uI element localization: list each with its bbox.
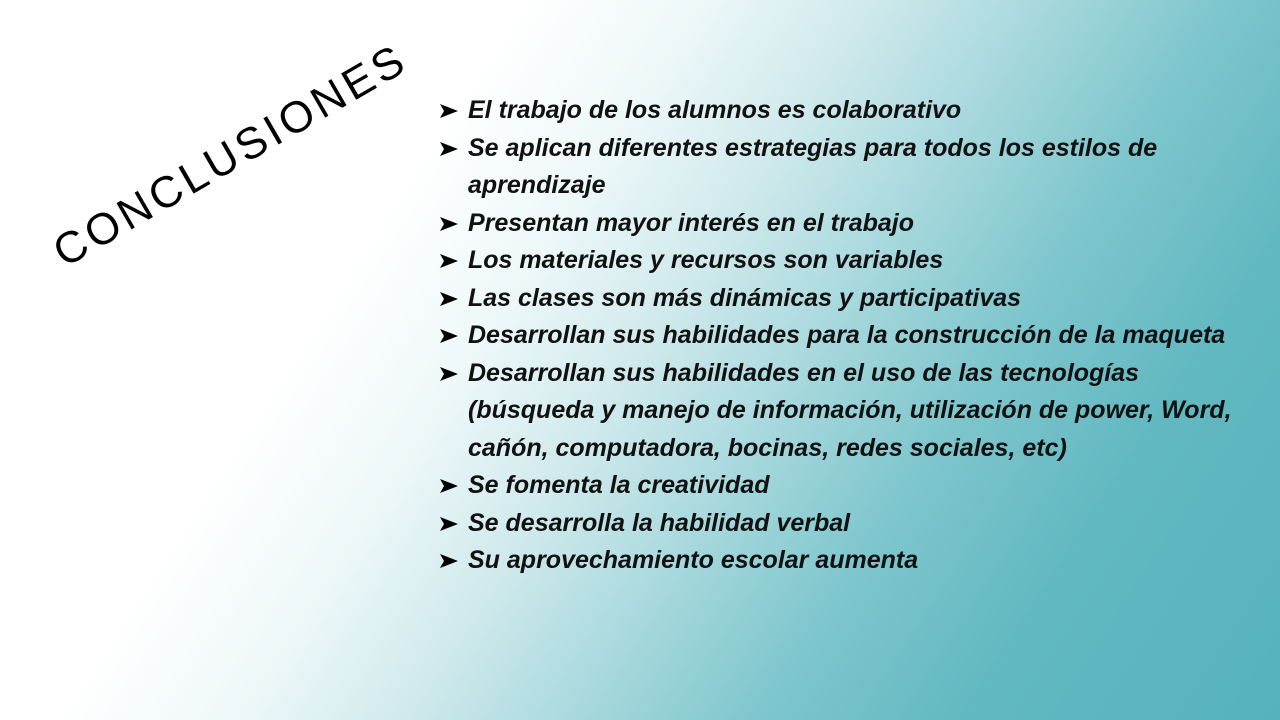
- bullet-item: [440, 242, 1260, 280]
- arrow-bullet-icon: [440, 254, 458, 268]
- bullet-item: [440, 317, 1260, 355]
- bullet-item: [440, 505, 1260, 543]
- bullet-list: [440, 92, 1260, 580]
- bullet-text: Su aprovechamiento escolar aumenta: [468, 546, 919, 574]
- arrow-bullet-icon: [440, 479, 458, 493]
- bullet-text: Los materiales y recursos son variables: [468, 246, 944, 274]
- arrow-bullet-icon: [440, 142, 458, 156]
- bullet-item: [440, 542, 1260, 580]
- bullet-text: Desarrollan sus habilidades para la construcción de la maqueta: [468, 321, 1226, 349]
- bullet-text: Desarrollan sus habilidades en el uso de las tecnologías (búsqueda y manejo de información, utilización de power, Word, cañón, computadora, bocinas, redes sociales, etc): [468, 358, 1232, 462]
- bullet-item: [440, 355, 1260, 468]
- bullet-item: [440, 205, 1260, 243]
- arrow-bullet-icon: [440, 217, 458, 231]
- arrow-bullet-icon: [440, 329, 458, 343]
- bullet-text: Se fomenta la creatividad: [468, 471, 770, 499]
- bullet-text: Se desarrolla la habilidad verbal: [468, 508, 851, 537]
- bullet-item: [440, 280, 1260, 318]
- arrow-bullet-icon: [440, 554, 458, 568]
- slide-title: CONCLUSIONES: [44, 34, 416, 277]
- bullet-item: [440, 92, 1260, 130]
- arrow-bullet-icon: [440, 104, 458, 118]
- bullet-text: Las clases son más dinámicas y participativas: [468, 283, 1022, 312]
- bullet-item: [440, 130, 1260, 205]
- arrow-bullet-icon: [440, 292, 458, 306]
- bullet-text: Se aplican diferentes estrategias para todos los estilos de aprendizaje: [468, 133, 1158, 199]
- arrow-bullet-icon: [440, 517, 458, 531]
- bullet-text: Presentan mayor interés en el trabajo: [468, 208, 915, 237]
- arrow-bullet-icon: [440, 367, 458, 381]
- bullet-text: El trabajo de los alumnos es colaborativo: [468, 96, 962, 124]
- bullet-item: [440, 467, 1260, 505]
